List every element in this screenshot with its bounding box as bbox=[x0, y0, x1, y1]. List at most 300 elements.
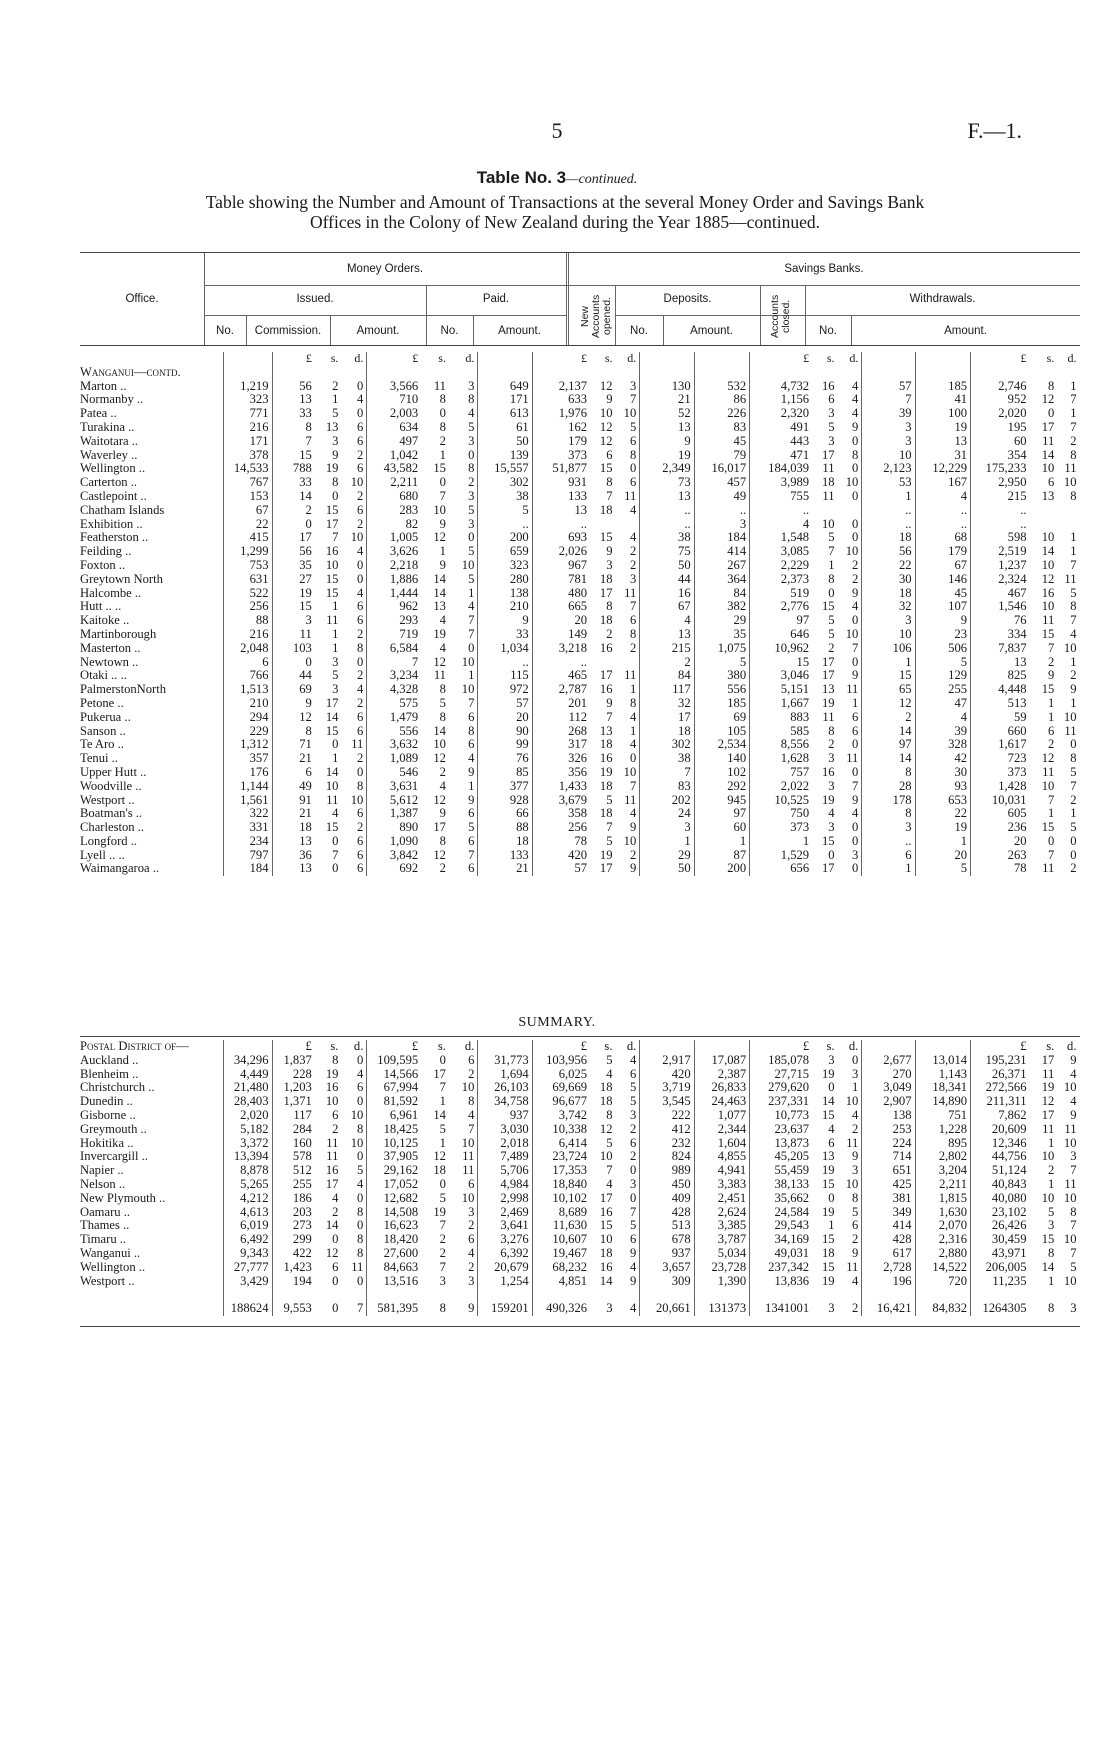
cell: d. bbox=[449, 352, 478, 366]
summary-table bbox=[80, 1040, 1080, 1316]
cell: 356 bbox=[568, 765, 588, 779]
cell: 11 bbox=[1064, 1122, 1077, 1136]
cell: 414 bbox=[862, 1219, 915, 1233]
cell: 17 bbox=[640, 711, 694, 725]
cell: .. bbox=[915, 518, 971, 532]
cell: 0 bbox=[341, 1275, 366, 1289]
cell: 16 bbox=[325, 1164, 339, 1178]
cell: 210 bbox=[223, 697, 272, 711]
cell: 0 bbox=[1070, 738, 1077, 752]
cell: 4 bbox=[915, 490, 971, 504]
cell: 51,877 bbox=[552, 462, 588, 476]
cell: 6 bbox=[838, 1219, 862, 1233]
cell: 7 bbox=[838, 642, 862, 656]
cell: 1 bbox=[838, 697, 862, 711]
cell: 255 bbox=[292, 1177, 312, 1191]
cell: 9 bbox=[478, 614, 532, 628]
cell: 79 bbox=[694, 449, 750, 463]
cell: 15 bbox=[325, 586, 339, 600]
office-name: Normanby .. bbox=[80, 393, 223, 407]
cell: 5 bbox=[478, 504, 532, 518]
cell: 380 bbox=[694, 669, 750, 683]
cell: 44,756 bbox=[991, 1150, 1027, 1164]
cell: 425 bbox=[862, 1178, 915, 1192]
cell: 4 bbox=[341, 393, 366, 407]
cell: 471 bbox=[790, 448, 810, 462]
office-row bbox=[80, 573, 1080, 587]
cell: 237,331 bbox=[768, 1095, 810, 1109]
cell: 4 bbox=[449, 600, 478, 614]
cell: 7 bbox=[449, 849, 478, 863]
cell: 10,607 bbox=[552, 1233, 588, 1247]
office-name: Wanganui .. bbox=[80, 1247, 223, 1261]
cell: 86 bbox=[694, 393, 750, 407]
office-name: Greymouth .. bbox=[80, 1123, 223, 1137]
cell: 585 bbox=[790, 724, 810, 738]
cell: 3,657 bbox=[640, 1261, 694, 1275]
cell: 184 bbox=[223, 862, 272, 876]
cell: 0 bbox=[341, 407, 366, 421]
cell: 12 bbox=[599, 1122, 613, 1136]
cell: 17 bbox=[821, 448, 835, 462]
cell: 7 bbox=[615, 780, 639, 794]
cell bbox=[1030, 504, 1058, 518]
office-name: Patea .. bbox=[80, 407, 223, 421]
cell: 1 bbox=[1047, 1177, 1055, 1191]
cell: 1 bbox=[862, 490, 915, 504]
cell: 381 bbox=[862, 1192, 915, 1206]
cell: 1,548 bbox=[780, 531, 810, 545]
cell: s. bbox=[1046, 352, 1055, 365]
cell: 11 bbox=[615, 490, 639, 504]
cell: 9,553 bbox=[283, 1302, 312, 1316]
cell: 0 bbox=[332, 489, 339, 503]
deposits-heading: Deposits. bbox=[663, 293, 712, 305]
cell: 4 bbox=[439, 614, 446, 628]
office-row bbox=[80, 628, 1080, 642]
cell: 323 bbox=[223, 393, 272, 407]
cell: 4 bbox=[838, 380, 862, 394]
office-name: Petone .. bbox=[80, 697, 223, 711]
cell bbox=[1057, 518, 1079, 532]
cell: 3 bbox=[838, 849, 862, 863]
cell: 1,428 bbox=[998, 779, 1027, 793]
cell: 13 bbox=[574, 503, 588, 517]
cell: 12 bbox=[599, 420, 613, 434]
cell: 200 bbox=[478, 531, 532, 545]
cell: 17 bbox=[433, 1067, 446, 1081]
cell: 0 bbox=[439, 476, 446, 490]
cell bbox=[1057, 366, 1079, 380]
cell: 5 bbox=[1047, 1205, 1055, 1219]
cell: 491 bbox=[790, 420, 810, 434]
cell: 15 bbox=[299, 600, 312, 614]
cell: 270 bbox=[862, 1068, 915, 1082]
cell: 4 bbox=[615, 504, 639, 518]
cell: 1 bbox=[828, 1219, 835, 1233]
office-row bbox=[80, 821, 1080, 835]
cell: 222 bbox=[640, 1109, 694, 1123]
cell: 1 bbox=[439, 448, 446, 462]
cell bbox=[1030, 366, 1058, 380]
cell: 15,557 bbox=[478, 462, 532, 476]
cell: 14 bbox=[433, 586, 446, 600]
cell: 267 bbox=[694, 559, 750, 573]
cell: 9 bbox=[838, 587, 862, 601]
cell: 8 bbox=[1047, 1246, 1055, 1260]
cell: 0 bbox=[332, 834, 339, 848]
cell: 11 bbox=[326, 793, 339, 807]
cell: 97 bbox=[796, 614, 810, 628]
cell: 21 bbox=[478, 862, 532, 876]
cell: 216 bbox=[223, 628, 272, 642]
cell: 4 bbox=[341, 1178, 366, 1192]
cell: 0 bbox=[332, 862, 339, 876]
cell: 5 bbox=[615, 421, 639, 435]
cell: 2 bbox=[341, 821, 366, 835]
page-number: 5 bbox=[551, 118, 563, 143]
cell: 23,724 bbox=[552, 1150, 588, 1164]
cell: 8 bbox=[332, 1053, 339, 1067]
cell: 43,971 bbox=[991, 1246, 1027, 1260]
cell: 302 bbox=[640, 738, 694, 752]
cell: 3,276 bbox=[478, 1233, 532, 1247]
cell: 6,025 bbox=[558, 1067, 588, 1081]
cell: 3,030 bbox=[478, 1123, 532, 1137]
cell: 4 bbox=[838, 1275, 862, 1289]
cell: 12 bbox=[433, 1150, 446, 1164]
cell: 8 bbox=[341, 1206, 366, 1220]
cell: 9 bbox=[615, 862, 639, 876]
cell: 10 bbox=[1041, 462, 1055, 476]
cell: 133 bbox=[478, 849, 532, 863]
cell: 10 bbox=[1041, 531, 1055, 545]
cell: 11,235 bbox=[992, 1274, 1027, 1288]
cell: 5 bbox=[332, 669, 339, 683]
cell: 51,124 bbox=[991, 1164, 1027, 1178]
cell: 3 bbox=[439, 1274, 446, 1288]
cell: 3 bbox=[305, 614, 312, 628]
cell: s. bbox=[826, 352, 835, 365]
summary-row bbox=[80, 1081, 1080, 1095]
cell: 937 bbox=[640, 1247, 694, 1261]
cell: 11 bbox=[449, 1164, 478, 1178]
cell: 49 bbox=[694, 490, 750, 504]
cell: 185,078 bbox=[768, 1053, 810, 1067]
cell: 2,003 bbox=[389, 407, 419, 421]
cell: 7 bbox=[606, 489, 613, 503]
cell: 14 bbox=[299, 489, 312, 503]
cell: d. bbox=[838, 1040, 862, 1054]
cell: 185 bbox=[915, 380, 971, 394]
cell: 0 bbox=[828, 848, 835, 862]
cell: 11 bbox=[1042, 434, 1055, 448]
office-row bbox=[80, 738, 1080, 752]
cell: 12 bbox=[599, 434, 613, 448]
cell: 10,525 bbox=[774, 793, 810, 807]
cell: 299 bbox=[292, 1233, 312, 1247]
cell: 139 bbox=[478, 449, 532, 463]
cell: 11 bbox=[1064, 724, 1077, 738]
cell: 7 bbox=[1070, 779, 1077, 793]
office-name: Westport .. bbox=[80, 794, 223, 808]
cell: 253 bbox=[862, 1123, 915, 1137]
cell: 28,403 bbox=[223, 1095, 272, 1109]
office-name: Woodville .. bbox=[80, 780, 223, 794]
cell: 7 bbox=[606, 821, 613, 835]
cell: 7 bbox=[1070, 558, 1077, 572]
cell: 9,343 bbox=[223, 1247, 272, 1261]
cell: 28 bbox=[862, 780, 915, 794]
cell: 0 bbox=[615, 752, 639, 766]
cell: 56 bbox=[862, 545, 915, 559]
cell: 0 bbox=[838, 821, 862, 835]
cell: 1,312 bbox=[223, 738, 272, 752]
cell: 8 bbox=[1070, 1205, 1077, 1219]
cell: 7 bbox=[615, 393, 639, 407]
cell bbox=[341, 366, 366, 380]
cell: 0 bbox=[341, 1095, 366, 1109]
cell: 11 bbox=[341, 738, 366, 752]
cell: 15 bbox=[821, 1177, 835, 1191]
cell: 9 bbox=[1070, 683, 1077, 697]
cell: £ bbox=[305, 1040, 312, 1053]
cell: 83 bbox=[694, 421, 750, 435]
office-name: Kaitoke .. bbox=[80, 614, 223, 628]
cell: £ bbox=[580, 1040, 588, 1053]
cell: 10 bbox=[1041, 1150, 1055, 1164]
cell: 13 bbox=[599, 724, 613, 738]
cell: 14,522 bbox=[915, 1261, 971, 1275]
cell: s. bbox=[826, 1040, 835, 1053]
cell: 2 bbox=[305, 503, 312, 517]
cell: 8 bbox=[1047, 1302, 1055, 1316]
cell: 3 bbox=[615, 1178, 639, 1192]
cell: 4 bbox=[838, 407, 862, 421]
cell: 3,234 bbox=[389, 669, 419, 683]
office-name: Marton .. bbox=[80, 380, 223, 394]
summary-row bbox=[80, 1109, 1080, 1123]
cell: 273 bbox=[292, 1219, 312, 1233]
cell: 6 bbox=[615, 435, 639, 449]
cell: 178 bbox=[862, 794, 915, 808]
cell: 824 bbox=[640, 1150, 694, 1164]
cell: 14,890 bbox=[915, 1095, 971, 1109]
office-row bbox=[80, 407, 1080, 421]
cell: 8 bbox=[828, 724, 835, 738]
cell: 5 bbox=[915, 656, 971, 670]
cell: 6 bbox=[341, 462, 366, 476]
cell bbox=[223, 352, 272, 366]
cell: 12,346 bbox=[991, 1136, 1027, 1150]
cell: 19 bbox=[433, 627, 446, 641]
cell: 7 bbox=[449, 1123, 478, 1137]
cell: 1,513 bbox=[223, 683, 272, 697]
cell: 167 bbox=[915, 476, 971, 490]
cell: 12 bbox=[299, 710, 312, 724]
cell: 18 bbox=[478, 835, 532, 849]
office-row bbox=[80, 862, 1080, 876]
cell: 1,976 bbox=[558, 407, 588, 421]
cell: 44 bbox=[299, 669, 312, 683]
cell: 357 bbox=[223, 752, 272, 766]
cell: 7,837 bbox=[998, 641, 1027, 655]
cell: 4 bbox=[615, 711, 639, 725]
cell: 3 bbox=[1047, 1219, 1055, 1233]
cell: 67 bbox=[915, 559, 971, 573]
cell: 14 bbox=[1041, 1260, 1055, 1274]
cell: 2 bbox=[828, 641, 835, 655]
cell: 2 bbox=[439, 862, 446, 876]
cell: 6,584 bbox=[389, 641, 419, 655]
cell: 12 bbox=[862, 697, 915, 711]
cell: 9 bbox=[1070, 1053, 1077, 1067]
cell: 1 bbox=[862, 656, 915, 670]
cell: 17 bbox=[1041, 1108, 1055, 1122]
cell: 9 bbox=[838, 421, 862, 435]
cell: 37,905 bbox=[383, 1150, 419, 1164]
cell: 5 bbox=[439, 696, 446, 710]
cell: 8 bbox=[449, 393, 478, 407]
cell: 22 bbox=[862, 559, 915, 573]
units-row bbox=[80, 352, 1080, 366]
cell: 10 bbox=[838, 545, 862, 559]
cell bbox=[590, 656, 615, 670]
cell: 692 bbox=[399, 862, 419, 876]
cell: 3 bbox=[449, 380, 478, 394]
cell: 1,143 bbox=[915, 1068, 971, 1082]
cell bbox=[1057, 504, 1079, 518]
cell: 6 bbox=[828, 1136, 835, 1150]
cell: 117 bbox=[640, 683, 694, 697]
cell: 3 bbox=[838, 1164, 862, 1178]
cell: 12 bbox=[325, 1246, 339, 1260]
cell: 7 bbox=[1047, 848, 1055, 862]
cell: 952 bbox=[1007, 393, 1027, 407]
cell: 112 bbox=[568, 710, 588, 724]
cell: 5 bbox=[449, 573, 478, 587]
cell: 358 bbox=[568, 807, 588, 821]
cell: 12 bbox=[1041, 752, 1055, 766]
office-name: Hokitika .. bbox=[80, 1137, 223, 1151]
cell: 18 bbox=[640, 725, 694, 739]
cell: 27,715 bbox=[774, 1067, 810, 1081]
cell: 153 bbox=[223, 490, 272, 504]
cell: 309 bbox=[640, 1275, 694, 1289]
cell: 186 bbox=[292, 1191, 312, 1205]
cell: 103 bbox=[292, 641, 312, 655]
cell: 78 bbox=[1013, 862, 1027, 876]
cell: 7 bbox=[828, 545, 835, 559]
cell: 88 bbox=[478, 821, 532, 835]
cell: 17 bbox=[599, 1191, 613, 1205]
cell: 2 bbox=[332, 379, 339, 393]
cell: 2 bbox=[838, 1302, 862, 1316]
cell: 78 bbox=[574, 834, 588, 848]
cell: 7 bbox=[1070, 1219, 1077, 1233]
cell: 1 bbox=[862, 862, 915, 876]
cell: 0 bbox=[332, 1274, 339, 1288]
cell: 6 bbox=[615, 614, 639, 628]
cell: 10 bbox=[599, 1150, 613, 1164]
cell: 513 bbox=[1007, 696, 1027, 710]
cell: 84,663 bbox=[383, 1260, 419, 1274]
cell: 3 bbox=[606, 558, 613, 572]
cell: £ bbox=[802, 1040, 810, 1053]
cell: 10 bbox=[433, 738, 446, 752]
office-name: Carterton .. bbox=[80, 476, 223, 490]
cell: 175,233 bbox=[985, 462, 1027, 476]
cell: 12 bbox=[1041, 1095, 1055, 1109]
cell: 68 bbox=[915, 531, 971, 545]
cell: 4,941 bbox=[694, 1164, 750, 1178]
cell: 263 bbox=[1007, 848, 1027, 862]
office-name: Blenheim .. bbox=[80, 1068, 223, 1082]
cell: £ bbox=[803, 352, 810, 365]
cell: .. bbox=[862, 504, 915, 518]
cell: 2,229 bbox=[780, 558, 810, 572]
cell: 1,371 bbox=[283, 1095, 312, 1109]
cell: 1,254 bbox=[478, 1275, 532, 1289]
summary-top-rule bbox=[80, 1036, 1080, 1037]
cell: 4 bbox=[341, 587, 366, 601]
cell bbox=[615, 656, 639, 670]
cell: 4 bbox=[1070, 1067, 1077, 1081]
cell: 2 bbox=[449, 476, 478, 490]
cell: 19 bbox=[821, 1164, 835, 1178]
cell bbox=[532, 366, 590, 380]
cell: 3 bbox=[694, 518, 750, 532]
cell: 4 bbox=[615, 807, 639, 821]
cell: 8 bbox=[615, 449, 639, 463]
cell: 349 bbox=[862, 1206, 915, 1220]
cell: 7 bbox=[305, 434, 312, 448]
cell: 8 bbox=[439, 683, 446, 697]
cell: 6 bbox=[615, 1137, 639, 1151]
cell bbox=[478, 352, 532, 366]
office-row bbox=[80, 435, 1080, 449]
cell: 8 bbox=[1070, 752, 1077, 766]
office-name: Feilding .. bbox=[80, 545, 223, 559]
cell: 195,231 bbox=[985, 1053, 1027, 1067]
cell: 18 bbox=[599, 738, 613, 752]
cell: 1,042 bbox=[389, 448, 419, 462]
cell: 1,144 bbox=[223, 780, 272, 794]
cell: 6 bbox=[341, 835, 366, 849]
cell: £ bbox=[412, 352, 419, 365]
cell: 2,349 bbox=[640, 462, 694, 476]
cell: 4 bbox=[449, 752, 478, 766]
cell: 39 bbox=[915, 725, 971, 739]
cell: 967 bbox=[568, 558, 588, 572]
office-name: Waverley .. bbox=[80, 449, 223, 463]
cell: 42 bbox=[915, 752, 971, 766]
cell: 65 bbox=[862, 683, 915, 697]
cell: 10 bbox=[838, 1095, 862, 1109]
office-name: New Plymouth .. bbox=[80, 1192, 223, 1206]
cell: 0 bbox=[1070, 848, 1077, 862]
cell: 19 bbox=[599, 848, 613, 862]
cell: 29 bbox=[694, 614, 750, 628]
cell: 97 bbox=[694, 807, 750, 821]
cell: 17,087 bbox=[694, 1054, 750, 1068]
cell: 7 bbox=[332, 531, 339, 545]
cell: 226 bbox=[694, 407, 750, 421]
cell: 6 bbox=[341, 435, 366, 449]
cell: 4 bbox=[838, 600, 862, 614]
cell: 75 bbox=[640, 545, 694, 559]
cell: 100 bbox=[915, 407, 971, 421]
